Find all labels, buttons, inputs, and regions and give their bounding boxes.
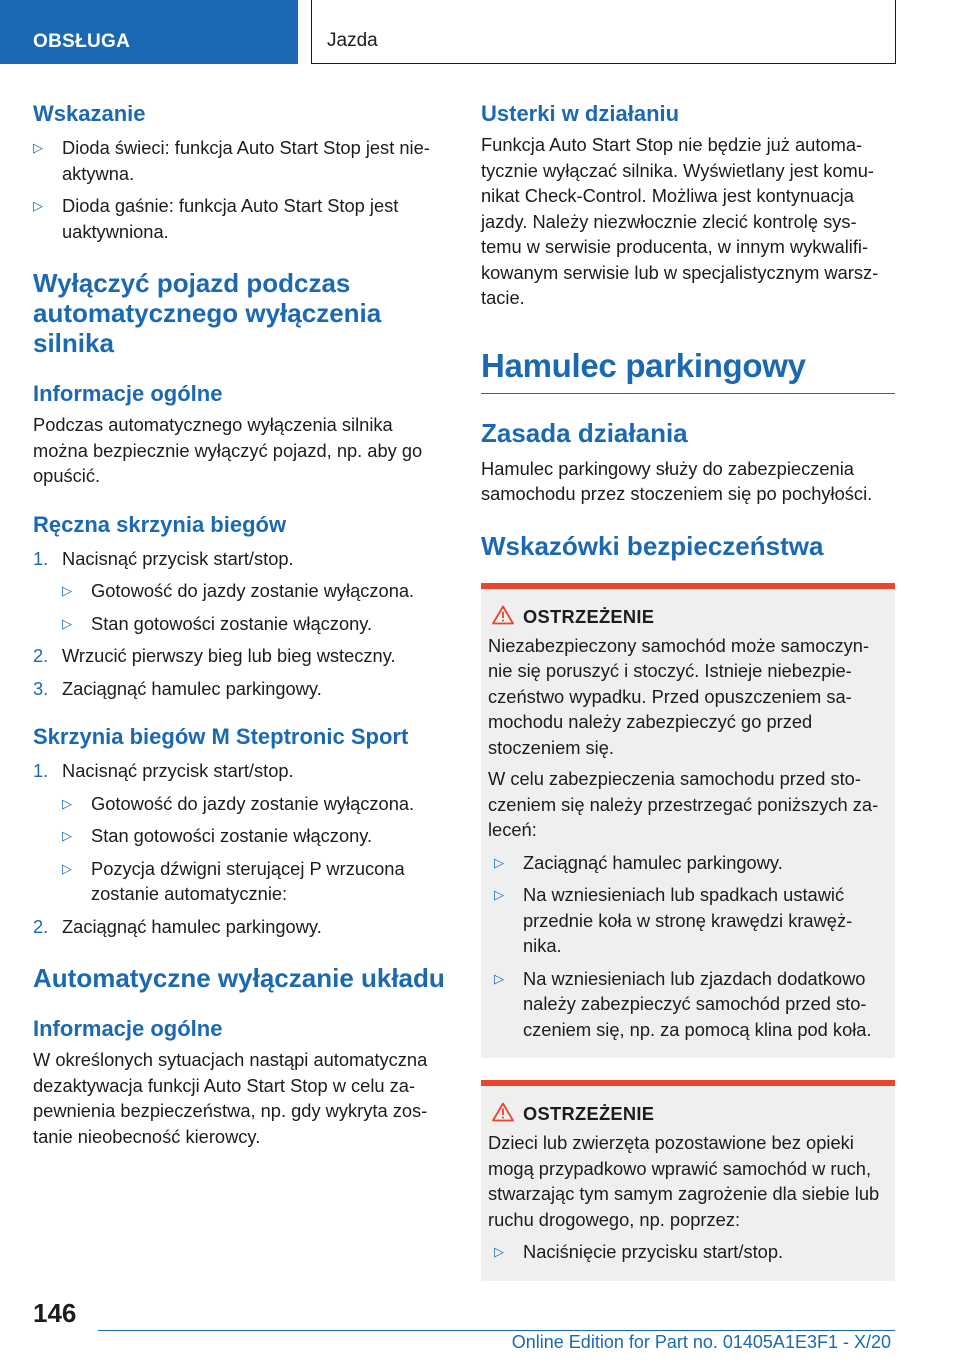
heading-wskazowki: Wskazówki bezpieczeństwa (481, 530, 824, 561)
wskazanie-list (33, 135, 448, 244)
paragraph-info-2: W określonych sytuacjach nastąpi automatyczna dezaktywacja funkcji Auto Start Stop w celu za-pewnienia bezpieczeństwa, np. gdy wykryta zos-tanie nieobecność kierowcy. (33, 1049, 428, 1147)
list-item: ▷ Na wzniesieniach lub zjazdach dodatkowo należy zabezpieczyć samochód przed sto-czeniem się, np. za pomocą klina pod koła. (494, 967, 872, 1040)
steptronic-steps-cont (33, 914, 448, 940)
warning-list (488, 850, 888, 1043)
warning-triangle-icon (492, 605, 514, 625)
chapter-title: Jazda (327, 30, 378, 51)
paragraph-info-1: Podczas automatycznego wyłączenia silnika można bezpiecznie wyłączyć pojazd, np. aby go opuścić. (33, 414, 423, 486)
heading-zasada: Zasada działania (481, 417, 688, 448)
steptronic-steps (33, 758, 448, 784)
left-column (33, 100, 448, 1149)
bullet-triangle-icon: ▷ (33, 140, 43, 155)
warning-title: OSTRZEŻENIE (488, 1100, 888, 1128)
step-item: 2. Wrzucić pierwszy bieg lub bieg wsteczny. (33, 645, 396, 666)
heading-info-2: Informacje ogólne (33, 1016, 223, 1041)
heading-reczna: Ręczna skrzynia biegów (33, 511, 287, 537)
section-tab (0, 0, 298, 64)
bullet-triangle-icon: ▷ (33, 198, 43, 213)
bullet-triangle-icon: ▷ (494, 887, 504, 902)
heading-steptronic: Skrzynia biegów M Steptronic Sport (33, 724, 409, 749)
bullet-triangle-icon: ▷ (494, 970, 504, 986)
list-item: ▷ Stan gotowości zostanie włączony. (62, 823, 448, 849)
step-item: 3. Zaciągnąć hamulec parkingowy. (33, 677, 322, 699)
section-title: OBSŁUGA (33, 31, 131, 52)
heading-wskazanie: Wskazanie (33, 101, 146, 126)
warning-paragraph: Dzieci lub zwierzęta pozostawione bez opieki mogą przypadkowo wprawić samochód w ruch, stwarzając tym samym zagrożenie dla siebie lub ruchu drogowego, np. poprzez: (488, 1132, 880, 1230)
paragraph-usterki: Funkcja Auto Start Stop nie będzie już automa-tycznie wyłączać silnika. Wyświetlany jest komu-nikat Check-Control. Możliwa jest kontynuacja jazdy. Należy niezwłocznie zlecić kontrolę sys-temu w serwisie producenta, w innym wykwalifi-kowanym serwisie lub w specjalistycznym warsz-tacie. (481, 134, 879, 308)
heading-info-1: Informacje ogólne (33, 381, 223, 406)
warning-paragraph: Niezabezpieczony samochód może samoczyn-nie się poruszyć i stoczyć. Istnieje niebezpie-czeństwo wypadku. Przed opuszczeniem sa-mochodu należy zabezpieczyć go przed stoczeniem się. (488, 634, 870, 758)
chapter-tab (311, 0, 896, 64)
step-item: 2. Zaciągnąć hamulec parkingowy. (33, 915, 322, 937)
list-item: ▷ Pozycja dźwigni sterującej P wrzucona zostanie automatycznie: (62, 857, 405, 904)
warning-paragraph: W celu zabezpieczenia samochodu przed sto-czeniem się należy przestrzegać poniższych za-leceń: (488, 768, 879, 840)
edition-note: Online Edition for Part no. 01405A1E3F1 - X/20 (511, 1332, 891, 1352)
reczna-substeps (33, 578, 448, 636)
heading-autowyl: Automatyczne wyłączanie układu (33, 963, 445, 993)
bullet-triangle-icon: ▷ (62, 795, 72, 811)
step-item: 1. Nacisnąć przycisk start/stop. (33, 760, 294, 781)
bullet-triangle-icon: ▷ (62, 828, 72, 843)
heading-hamulec: Hamulec parkingowy (481, 345, 895, 394)
heading-usterki: Usterki w działaniu (481, 101, 680, 126)
paragraph-zasada: Hamulec parkingowy służy do zabezpieczenia samochodu przez stoczeniem się po pochyłości. (481, 457, 873, 504)
list-item: ▷ Zaciągnąć hamulec parkingowy. (494, 850, 888, 876)
warning-triangle-icon (492, 1102, 514, 1122)
warning-title: OSTRZEŻENIE (488, 603, 888, 631)
warning-list (488, 1239, 888, 1265)
bullet-triangle-icon: ▷ (62, 583, 72, 598)
steptronic-substeps (33, 791, 448, 907)
right-column (481, 100, 895, 1281)
list-item: ▷ Gotowość do jazdy zostanie wyłączona. (62, 578, 448, 604)
reczna-steps-cont (33, 643, 448, 701)
bullet-triangle-icon: ▷ (494, 854, 504, 870)
page-number: 146 (33, 1298, 77, 1328)
warning-box-2 (481, 1080, 895, 1281)
bullet-triangle-icon: ▷ (62, 615, 72, 631)
heading-wylaczyc: Wyłączyć pojazd podczas automatycznego wyłączenia silnika (33, 268, 382, 358)
list-item: ▷ Dioda gaśnie: funkcja Auto Start Stop jest uaktywniona. (33, 195, 399, 242)
reczna-steps (33, 546, 448, 572)
step-item: 1. Nacisnąć przycisk start/stop. (33, 547, 294, 569)
bullet-triangle-icon: ▷ (494, 1244, 504, 1259)
warning-box-1 (481, 583, 895, 1059)
list-item: ▷ Stan gotowości zostanie włączony. (62, 611, 448, 637)
list-item: ▷ Naciśnięcie przycisku start/stop. (494, 1239, 888, 1265)
list-item: ▷ Dioda świeci: funkcja Auto Start Stop jest nie-aktywna. (33, 137, 430, 184)
list-item: ▷ Gotowość do jazdy zostanie wyłączona. (62, 791, 448, 817)
list-item: ▷ Na wzniesieniach lub spadkach ustawić przednie koła w stronę krawędzi krawęż-nika. (494, 884, 853, 956)
footer-divider (98, 1330, 895, 1331)
bullet-triangle-icon: ▷ (62, 860, 72, 876)
